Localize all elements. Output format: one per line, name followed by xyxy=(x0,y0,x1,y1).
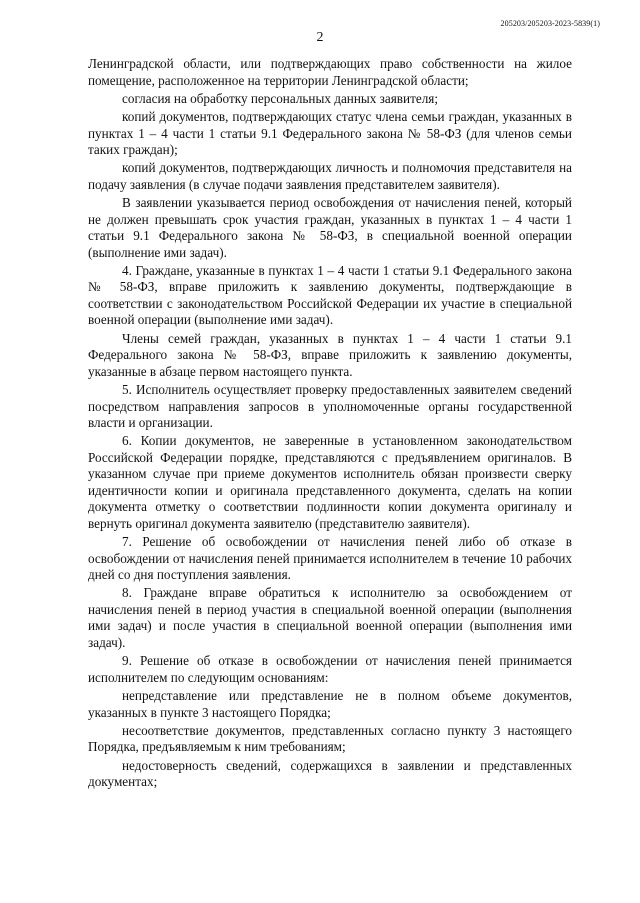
paragraph: В заявлении указывается период освобождения от начисления пеней, который не должен превышать срок участия граждан, указанных в пунктах 1 – 4 части 1 статьи 9.1 Федерального закона № 58-ФЗ, в специальной военной операции (выполнение ими задач). xyxy=(88,195,572,260)
paragraph: 6. Копии документов, не заверенные в установленном законодательством Российской Федерации порядке, представляются с предъявлением оригиналов. В указанном случае при приеме документов исполнитель обязан произвести сверку идентичности копии и оригинала представленного документа, сделать на копии документа отметку о соответствии подлинности копии документа оригиналу и вернуть оригинал документа заявителю (представителю заявителя). xyxy=(88,433,572,531)
paragraph: 7. Решение об освобождении от начисления пеней либо об отказе в освобождении от начисления пеней принимается исполнителем в течение 10 рабочих дней со дня поступления заявления. xyxy=(88,534,572,583)
paragraph: копий документов, подтверждающих личность и полномочия представителя на подачу заявления (в случае подачи заявления представителем заявителя). xyxy=(88,160,572,192)
paragraph: 9. Решение об отказе в освобождении от начисления пеней принимается исполнителем по следующим основаниям: xyxy=(88,653,572,685)
document-id: 205203/205203-2023-5839(1) xyxy=(500,19,600,28)
paragraph: непредставление или представление не в полном объеме документов, указанных в пункте 3 настоящего Порядка; xyxy=(88,688,572,720)
paragraph: 5. Исполнитель осуществляет проверку предоставленных заявителем сведений посредством направления запросов в уполномоченные органы государственной власти и организации. xyxy=(88,382,572,431)
paragraph: согласия на обработку персональных данных заявителя; xyxy=(122,90,439,106)
paragraph: 8. Граждане вправе обратиться к исполнителю за освобождением от начисления пеней в период участия в специальной военной операции (выполнения ими задач) и после участия в специальной военной операции (выполнения ими задач). xyxy=(88,585,572,650)
page-number: 2 xyxy=(316,30,324,45)
paragraph: копий документов, подтверждающих статус члена семьи граждан, указанных в пунктах 1 – 4 части 1 статьи 9.1 Федерального закона № 58-ФЗ (для членов семьи таких граждан); xyxy=(88,109,572,158)
paragraph: недостоверность сведений, содержащихся в заявлении и представленных документах; xyxy=(88,757,572,790)
paragraph: Члены семей граждан, указанных в пунктах 1 – 4 части 1 статьи 9.1 Федерального закона № 58-ФЗ, вправе приложить к заявлению документы, указанные в абзаце первом настоящего пункта. xyxy=(88,330,572,379)
paragraph: 4. Граждане, указанные в пунктах 1 – 4 части 1 статьи 9.1 Федерального закона № 58-ФЗ, вправе приложить к заявлению документы, подтверждающие в соответствии с законодательством Российской Федерации их участие в специальной военной операции (выполнение ими задач). xyxy=(88,262,572,328)
paragraph: Ленинградской области, или подтверждающих право собственности на жилое помещение, расположенное на территории Ленинградской области; xyxy=(88,56,572,88)
paragraph: несоответствие документов, представленных согласно пункту 3 настоящего Порядка, предъявляемым к ним требованиям; xyxy=(88,722,572,755)
document-body xyxy=(88,56,572,792)
